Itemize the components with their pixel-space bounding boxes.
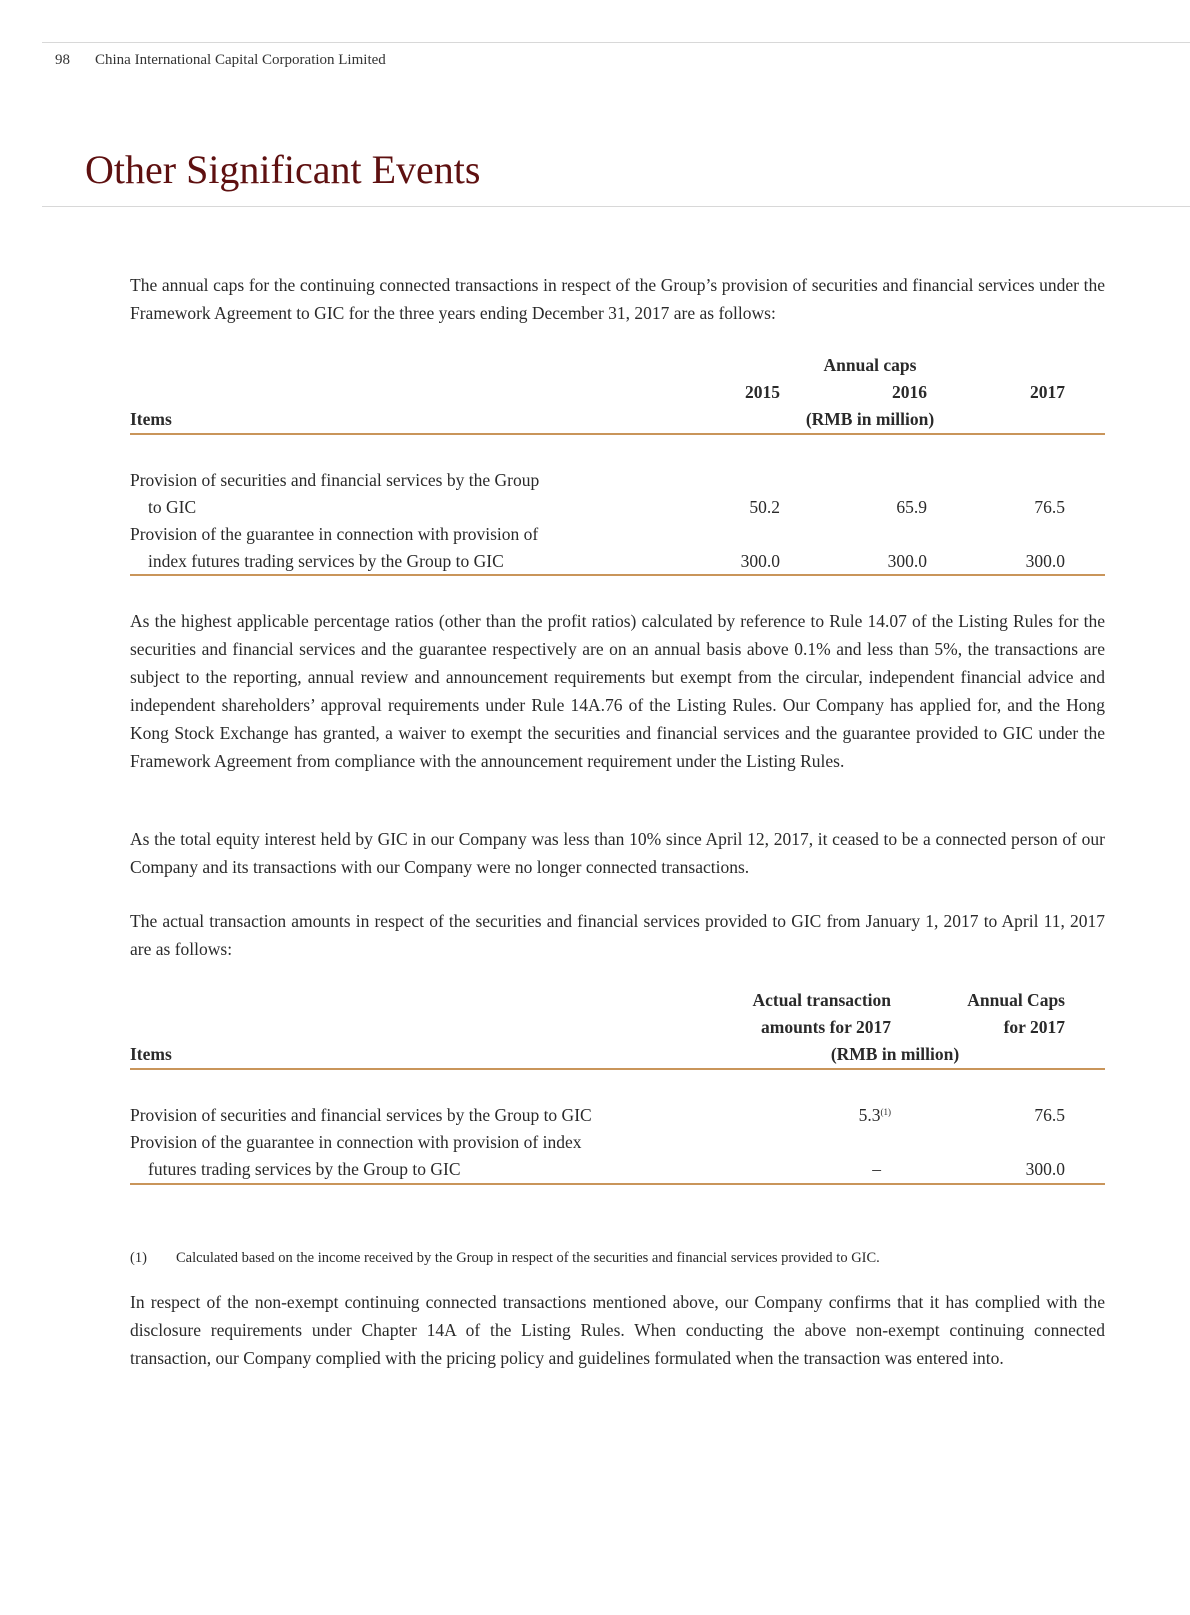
- items-header: Items: [130, 1044, 172, 1064]
- running-header: [55, 52, 386, 69]
- actual-amounts-table: [130, 990, 1105, 1220]
- table-row-label-cont: futures trading services by the Group to GIC: [148, 1159, 461, 1179]
- footnote-ref: (1): [880, 1107, 891, 1117]
- table-cell-value: 76.5: [1034, 497, 1065, 517]
- page-title: Other Significant Events: [85, 147, 481, 192]
- company-name: China International Capital Corporation Limited: [95, 52, 386, 68]
- page-number: 98: [55, 52, 70, 68]
- unit-header: (RMB in million): [805, 409, 935, 429]
- table-cell-cap: 76.5: [1034, 1105, 1065, 1125]
- table-cell-cap: 300.0: [1025, 1159, 1065, 1179]
- year-header-2017: 2017: [1030, 382, 1065, 402]
- ratios-paragraph-block: [130, 607, 1105, 775]
- table-row-label: Provision of the guarantee in connection with provision of index: [130, 1132, 582, 1152]
- table-row-label: Provision of securities and financial services by the Group to GIC: [130, 1105, 592, 1125]
- table-row-label-cont: index futures trading services by the Group to GIC: [148, 551, 504, 571]
- table-cell-actual: [730, 1105, 891, 1126]
- table-cell-actual: –: [872, 1159, 881, 1179]
- year-header-2015: 2015: [745, 382, 780, 402]
- footnote-mark: (1): [130, 1250, 147, 1266]
- table-cell-value: 300.0: [1025, 551, 1065, 571]
- table-row-label: Provision of the guarantee in connection with provision of: [130, 524, 539, 544]
- actual-col-header-line2: amounts for 2017: [761, 1017, 891, 1037]
- equity-paragraph-block: [130, 825, 1105, 881]
- caps-col-header-line2: for 2017: [1003, 1017, 1065, 1037]
- table-cell-value: 300.0: [740, 551, 780, 571]
- footnote-text: Calculated based on the income received by the Group in respect of the securities and financial services provided to GIC.: [176, 1250, 880, 1266]
- table2-header-rule: [130, 1068, 1105, 1070]
- annual-caps-group-header: Annual caps: [823, 355, 917, 375]
- caps-col-header-line1: Annual Caps: [967, 990, 1065, 1010]
- footnote: [130, 1250, 880, 1267]
- equity-paragraph: As the total equity interest held by GIC in our Company was less than 10% since April 12, 2017, it ceased to be a connected person of our Company and its transactions with our Company were no longer connected transactions.: [130, 829, 1105, 877]
- actual-value: 5.3: [858, 1105, 881, 1125]
- title-rule: [42, 206, 1190, 207]
- table-row-label: Provision of securities and financial services by the Group: [130, 470, 540, 490]
- closing-paragraph-block: [130, 1288, 1105, 1372]
- table-row-label-cont: to GIC: [148, 497, 197, 517]
- items-header: Items: [130, 409, 172, 429]
- table-cell-value: 65.9: [896, 497, 927, 517]
- actual-paragraph-block: [130, 907, 1105, 963]
- year-header-2016: 2016: [892, 382, 927, 402]
- table1-header-rule: [130, 433, 1105, 435]
- unit-header: (RMB in million): [830, 1044, 960, 1064]
- table1-bottom-rule: [130, 574, 1105, 576]
- table-cell-value: 300.0: [887, 551, 927, 571]
- table2-bottom-rule: [130, 1183, 1105, 1185]
- closing-paragraph: In respect of the non-exempt continuing connected transactions mentioned above, our Company confirms that it has complied with the disclosure requirements under Chapter 14A of the Listing Rules. When conducting the above non-exempt continuing connected transaction, our Company complied with the pricing policy and guidelines formulated when the transaction was entered into.: [130, 1292, 1105, 1368]
- intro-paragraph-block: [130, 271, 1105, 327]
- header-rule: [42, 42, 1190, 43]
- table-cell-value: 50.2: [749, 497, 780, 517]
- actual-col-header-line1: Actual transaction: [752, 990, 891, 1010]
- intro-paragraph: The annual caps for the continuing connected transactions in respect of the Group’s provision of securities and financial services under the Framework Agreement to GIC for the three years ending December 31, 2017 are as follows:: [130, 275, 1105, 323]
- annual-caps-table: [130, 355, 1105, 595]
- actual-amounts-paragraph: The actual transaction amounts in respect of the securities and financial services provided to GIC from January 1, 2017 to April 11, 2017 are as follows:: [130, 911, 1105, 959]
- ratios-paragraph: As the highest applicable percentage ratios (other than the profit ratios) calculated by reference to Rule 14.07 of the Listing Rules for the securities and financial services and the guarantee respectively are on an annual basis above 0.1% and less than 5%, the transactions are subject to the reporting, annual review and announcement requirements but exempt from the circular, independent financial advice and independent shareholders’ approval requirements under Rule 14A.76 of the Listing Rules. Our Company has applied for, and the Hong Kong Stock Exchange has granted, a waiver to exempt the securities and financial services and the guarantee provided to GIC under the Framework Agreement from compliance with the announcement requirement under the Listing Rules.: [130, 611, 1105, 771]
